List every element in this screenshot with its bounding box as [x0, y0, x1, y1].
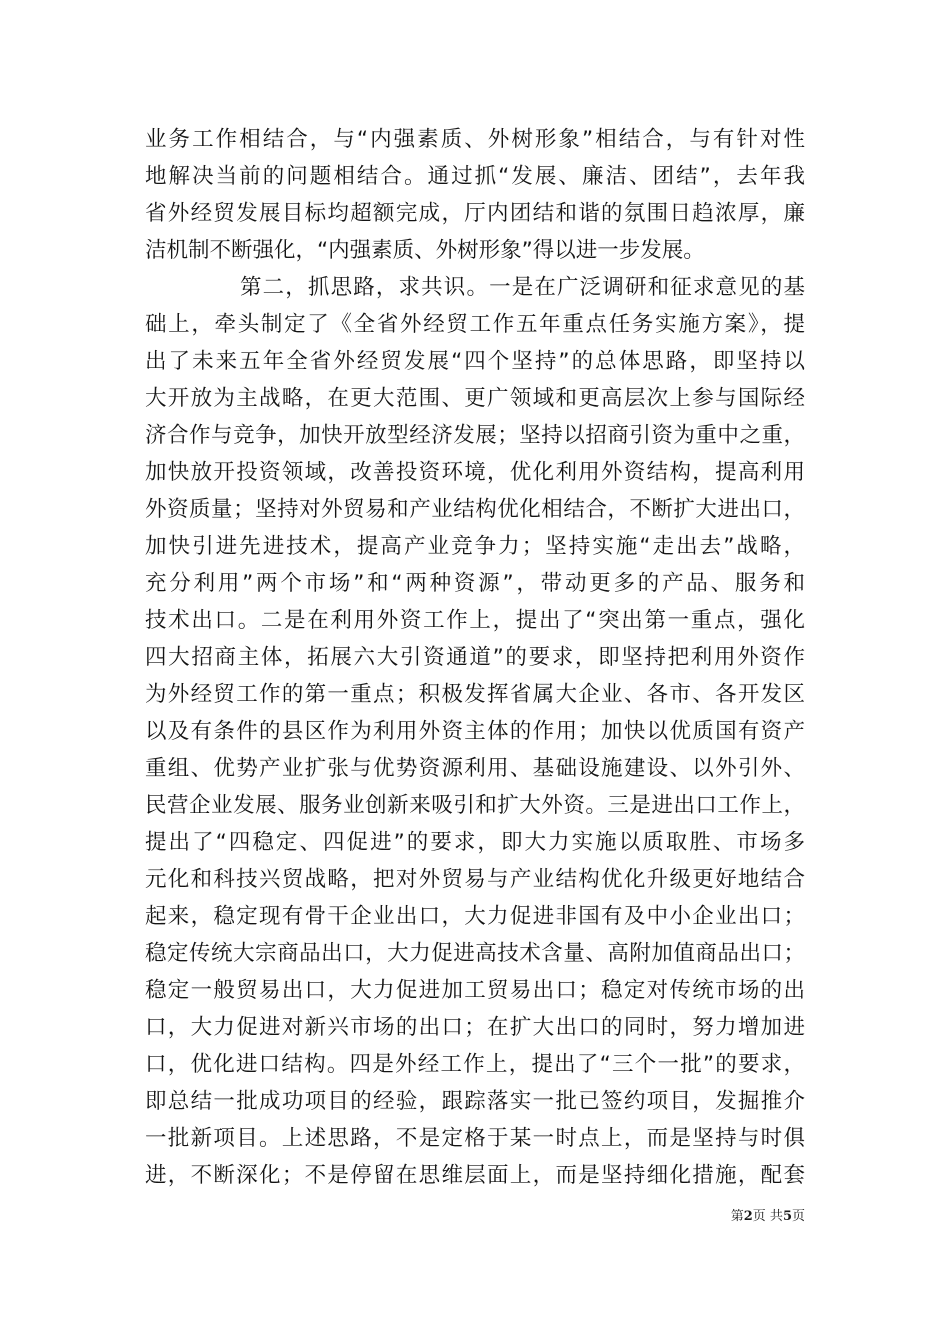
text-line: 出了未来五年全省外经贸发展“四个坚持”的总体思路，即坚持以 [145, 349, 805, 374]
text-line: 口，大力促进对新兴市场的出口；在扩大出口的同时，努力增加进 [145, 1015, 805, 1040]
text-line: 省外经贸发展目标均超额完成，厅内团结和谐的氛围日趋浓厚，廉 [145, 201, 805, 226]
text-line: 技术出口。二是在利用外资工作上，提出了“突出第一重点，强化 [145, 608, 805, 633]
text-line: 稳定一般贸易出口，大力促进加工贸易出口；稳定对传统市场的出 [145, 978, 805, 1003]
text-line: 起来，稳定现有骨干企业出口，大力促进非国有及中小企业出口； [145, 904, 805, 929]
text-line: 充分利用”两个市场”和“两种资源”，带动更多的产品、服务和 [145, 571, 805, 596]
footer-middle: 页 共 [752, 1209, 783, 1224]
current-page-number: 2 [743, 1209, 753, 1224]
text-line: 础上，牵头制定了《全省外经贸工作五年重点任务实施方案》，提 [145, 312, 805, 337]
text-line: 加快放开投资领域，改善投资环境，优化利用外资结构，提高利用 [145, 460, 805, 485]
total-pages-number: 5 [782, 1209, 792, 1224]
text-line: 民营企业发展、服务业创新来吸引和扩大外资。三是进出口工作上， [145, 793, 805, 818]
text-line: 济合作与竞争，加快开放型经济发展；坚持以招商引资为重中之重， [145, 423, 805, 448]
body-text [145, 121, 805, 1194]
text-line: 口，优化进口结构。四是外经工作上，提出了“三个一批”的要求， [145, 1052, 805, 1077]
text-line: 即总结一批成功项目的经验，跟踪落实一批已签约项目，发掘推介 [145, 1089, 805, 1114]
text-line: 加快引进先进技术，提高产业竞争力；坚持实施“走出去”战略， [145, 534, 805, 559]
text-line: 外资质量；坚持对外贸易和产业结构优化相结合，不断扩大进出口， [145, 497, 805, 522]
text-line: 为外经贸工作的第一重点；积极发挥省属大企业、各市、各开发区 [145, 682, 805, 707]
paragraph-start-line: 第二，抓思路，求共识。一是在广泛调研和征求意见的基 [240, 275, 805, 300]
text-line: 重组、优势产业扩张与优势资源利用、基础设施建设、以外引外、 [145, 756, 805, 781]
text-line: 业务工作相结合，与“内强素质、外树形象”相结合，与有针对性 [145, 127, 805, 152]
footer-prefix: 第 [730, 1209, 744, 1224]
text-line: 洁机制不断强化，“内强素质、外树形象”得以进一步发展。 [145, 238, 705, 263]
text-line: 大开放为主战略，在更大范围、更广领域和更高层次上参与国际经 [145, 386, 805, 411]
page-number-footer [731, 1205, 805, 1224]
text-line: 提出了“四稳定、四促进”的要求，即大力实施以质取胜、市场多 [145, 830, 805, 855]
text-line: 元化和科技兴贸战略，把对外贸易与产业结构优化升级更好地结合 [145, 867, 805, 892]
text-line: 进，不断深化；不是停留在思维层面上，而是坚持细化措施，配套 [145, 1163, 805, 1188]
text-line: 四大招商主体，拓展六大引资通道”的要求，即坚持把利用外资作 [145, 645, 805, 670]
text-line: 地解决当前的问题相结合。通过抓“发展、廉洁、团结”，去年我 [145, 164, 805, 189]
text-line: 一批新项目。上述思路，不是定格于某一时点上，而是坚持与时俱 [145, 1126, 805, 1151]
text-line: 稳定传统大宗商品出口，大力促进高技术含量、高附加值商品出口； [145, 941, 805, 966]
footer-suffix: 页 [791, 1209, 805, 1224]
text-line: 以及有条件的县区作为利用外资主体的作用；加快以优质国有资产 [145, 719, 805, 744]
